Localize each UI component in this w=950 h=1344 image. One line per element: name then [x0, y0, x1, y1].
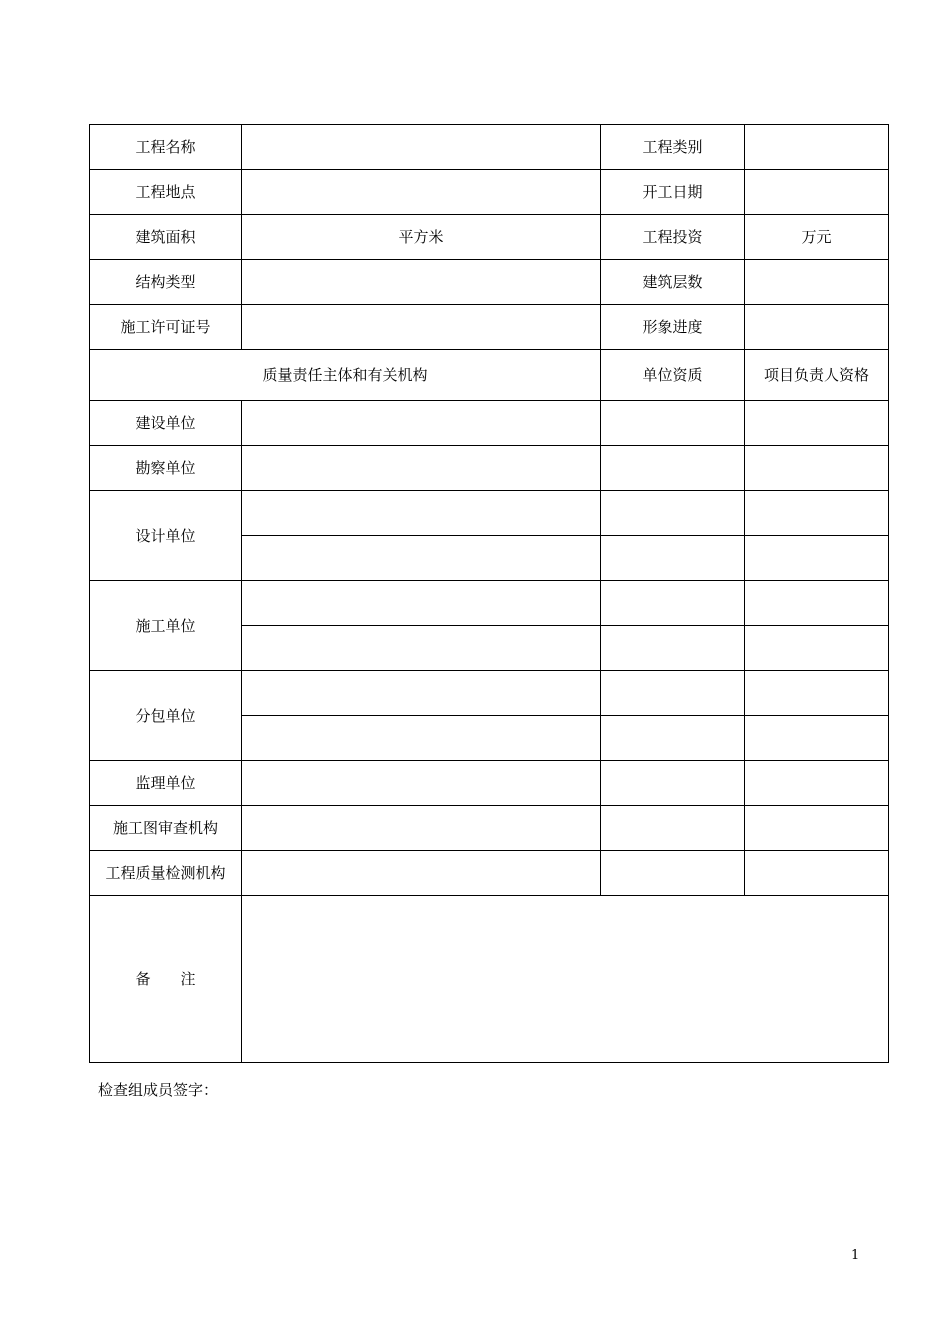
row-building-area — [90, 215, 889, 260]
label-construction-permit: 施工许可证号 — [90, 305, 242, 350]
row-structure-type — [90, 260, 889, 305]
field-construction-permit[interactable] — [242, 305, 601, 350]
field-building-floors[interactable] — [745, 260, 889, 305]
row-construction-permit — [90, 305, 889, 350]
field-subcontractor-qualification-1[interactable] — [601, 671, 745, 716]
field-drawing-review-qualification[interactable] — [601, 806, 745, 851]
field-quality-testing-qualification[interactable] — [601, 851, 745, 896]
row-quality-testing — [90, 851, 889, 896]
row-drawing-review — [90, 806, 889, 851]
field-subcontractor-qualification-2[interactable] — [601, 716, 745, 761]
field-project-location[interactable] — [242, 170, 601, 215]
label-contractor: 施工单位 — [90, 581, 242, 671]
label-drawing-review: 施工图审查机构 — [90, 806, 242, 851]
field-design-unit-qualification-1[interactable] — [601, 491, 745, 536]
header-unit-qualification: 单位资质 — [601, 350, 745, 401]
field-construction-owner-name[interactable] — [242, 401, 601, 446]
label-subcontractor: 分包单位 — [90, 671, 242, 761]
header-manager-qualification: 项目负责人资格 — [745, 350, 889, 401]
field-design-unit-name-2[interactable] — [242, 536, 601, 581]
row-design-unit-1 — [90, 491, 889, 536]
field-start-date[interactable] — [745, 170, 889, 215]
field-building-area[interactable]: 平方米 — [242, 215, 601, 260]
field-contractor-qualification-1[interactable] — [601, 581, 745, 626]
field-contractor-manager-1[interactable] — [745, 581, 889, 626]
row-survey-unit — [90, 446, 889, 491]
field-contractor-name-2[interactable] — [242, 626, 601, 671]
field-contractor-manager-2[interactable] — [745, 626, 889, 671]
field-construction-owner-manager[interactable] — [745, 401, 889, 446]
row-section-header — [90, 350, 889, 401]
label-quality-testing: 工程质量检测机构 — [90, 851, 242, 896]
field-supervision-unit-name[interactable] — [242, 761, 601, 806]
field-subcontractor-manager-2[interactable] — [745, 716, 889, 761]
field-construction-owner-qualification[interactable] — [601, 401, 745, 446]
label-construction-owner: 建设单位 — [90, 401, 242, 446]
row-supervision-unit — [90, 761, 889, 806]
field-contractor-qualification-2[interactable] — [601, 626, 745, 671]
row-construction-owner — [90, 401, 889, 446]
label-project-investment: 工程投资 — [601, 215, 745, 260]
field-drawing-review-name[interactable] — [242, 806, 601, 851]
label-structure-type: 结构类型 — [90, 260, 242, 305]
field-supervision-unit-manager[interactable] — [745, 761, 889, 806]
field-subcontractor-name-1[interactable] — [242, 671, 601, 716]
label-project-name: 工程名称 — [90, 125, 242, 170]
row-remarks — [90, 896, 889, 1063]
label-progress: 形象进度 — [601, 305, 745, 350]
field-supervision-unit-qualification[interactable] — [601, 761, 745, 806]
field-survey-unit-name[interactable] — [242, 446, 601, 491]
field-quality-testing-manager[interactable] — [745, 851, 889, 896]
field-drawing-review-manager[interactable] — [745, 806, 889, 851]
field-design-unit-manager-2[interactable] — [745, 536, 889, 581]
field-design-unit-qualification-2[interactable] — [601, 536, 745, 581]
label-supervision-unit: 监理单位 — [90, 761, 242, 806]
field-project-name[interactable] — [242, 125, 601, 170]
signature-label: 检查组成员签字： — [98, 1081, 219, 1099]
row-contractor-1 — [90, 581, 889, 626]
field-progress[interactable] — [745, 305, 889, 350]
page-number: 1 — [851, 1248, 860, 1263]
label-design-unit: 设计单位 — [90, 491, 242, 581]
field-design-unit-manager-1[interactable] — [745, 491, 889, 536]
field-subcontractor-manager-1[interactable] — [745, 671, 889, 716]
row-subcontractor-1 — [90, 671, 889, 716]
field-project-investment[interactable]: 万元 — [745, 215, 889, 260]
field-subcontractor-name-2[interactable] — [242, 716, 601, 761]
field-structure-type[interactable] — [242, 260, 601, 305]
field-survey-unit-manager[interactable] — [745, 446, 889, 491]
inspection-form-table — [89, 124, 889, 1063]
field-project-category[interactable] — [745, 125, 889, 170]
field-design-unit-name-1[interactable] — [242, 491, 601, 536]
label-project-location: 工程地点 — [90, 170, 242, 215]
field-contractor-name-1[interactable] — [242, 581, 601, 626]
label-building-area: 建筑面积 — [90, 215, 242, 260]
label-project-category: 工程类别 — [601, 125, 745, 170]
row-project-name — [90, 125, 889, 170]
field-survey-unit-qualification[interactable] — [601, 446, 745, 491]
label-start-date: 开工日期 — [601, 170, 745, 215]
row-project-location — [90, 170, 889, 215]
label-building-floors: 建筑层数 — [601, 260, 745, 305]
field-remarks[interactable] — [242, 896, 889, 1063]
label-survey-unit: 勘察单位 — [90, 446, 242, 491]
field-quality-testing-name[interactable] — [242, 851, 601, 896]
label-remarks: 备 注 — [90, 896, 242, 1063]
header-responsible-parties: 质量责任主体和有关机构 — [90, 350, 601, 401]
